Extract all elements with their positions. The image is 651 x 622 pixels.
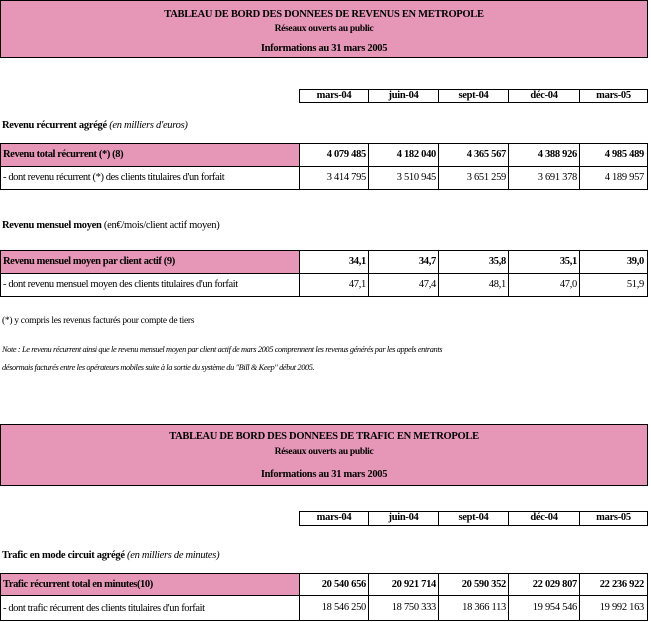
- revenue-banner-title: TABLEAU DE BORD DES DONNEES DE REVENUS EN METROPOLE: [164, 9, 484, 20]
- value-cell: 4 365 567: [438, 144, 509, 166]
- value-cell: 18 750 333: [368, 596, 439, 620]
- monthly-total-label: Revenu mensuel moyen par client actif (9): [1, 251, 300, 273]
- value-cell: 51,9: [579, 273, 647, 296]
- value-cell: 18 366 113: [438, 596, 509, 620]
- value-cell: 20 590 352: [438, 574, 509, 595]
- traffic-dashboard-banner: [0, 424, 648, 486]
- value-cell: 20 540 656: [299, 574, 369, 595]
- monthly-section-title-bold: Revenu mensuel moyen: [2, 220, 102, 231]
- value-cell: 19 954 546: [508, 596, 580, 620]
- traffic-section-title-bold: Trafic en mode circuit agrégé: [2, 550, 125, 561]
- value-cell: 20 921 714: [368, 574, 439, 595]
- traffic-total-label: Trafic récurrent total en minutes(10): [1, 574, 300, 595]
- value-cell: 18 546 250: [299, 596, 369, 620]
- traffic-banner-subtitle: Réseaux ouverts au public: [274, 447, 374, 457]
- monthly-forfait-row: [0, 273, 648, 297]
- value-cell: 39,0: [579, 251, 647, 273]
- revenue-section-title-unit: (en milliers d'euros): [109, 120, 188, 131]
- value-cell: 48,1: [438, 273, 509, 296]
- period-header-cell: sept-04: [438, 89, 509, 103]
- value-cell: 22 236 922: [579, 574, 647, 595]
- period-header-cell: mars-05: [579, 89, 648, 103]
- value-cell: 35,8: [438, 251, 509, 273]
- value-cell: 4 985 489: [579, 144, 647, 166]
- traffic-section-title: [2, 550, 219, 561]
- value-cell: 35,1: [508, 251, 580, 273]
- value-cell: 47,0: [508, 273, 580, 296]
- note-line-1: [2, 344, 442, 354]
- period-header-cell: déc-04: [508, 511, 580, 526]
- footnote: (*) y compris les revenus facturés pour compte de tiers: [2, 316, 195, 326]
- note-line-1-text: Note : Le revenu récurrent ainsi que le revenu mensuel moyen par client actif de mars 2005 comprennent les revenus générés par les appels entrants: [2, 345, 443, 354]
- period-header-cell: mars-04: [299, 511, 369, 526]
- value-cell: 19 992 163: [579, 596, 647, 620]
- traffic-total-row: [0, 573, 648, 596]
- value-cell: 3 651 259: [438, 166, 509, 189]
- revenue-banner-subtitle: Réseaux ouverts au public: [274, 24, 374, 34]
- revenue-forfait-label: - dont revenu récurrent (*) des clients titulaires d'un forfait: [1, 166, 300, 189]
- value-cell: 4 388 926: [508, 144, 580, 166]
- value-cell: 4 189 957: [579, 166, 647, 189]
- value-cell: 3 414 795: [299, 166, 369, 189]
- period-header-cell: déc-04: [508, 89, 580, 103]
- traffic-banner-title: TABLEAU DE BORD DES DONNEES DE TRAFIC EN METROPOLE: [169, 431, 479, 442]
- value-cell: 4 079 485: [299, 144, 369, 166]
- revenue-dashboard-banner: [0, 0, 648, 58]
- revenue-forfait-row: [0, 166, 648, 190]
- period-header-cell: juin-04: [368, 511, 439, 526]
- monthly-forfait-label: - dont revenu mensuel moyen des clients titulaires d'un forfait: [1, 273, 300, 296]
- note-line-2: [2, 362, 314, 372]
- period-header-cell: mars-05: [579, 511, 648, 526]
- revenue-total-label: Revenu total récurrent (*) (8): [1, 144, 300, 166]
- note-line-2-text: désormais facturés entre les opérateurs mobiles suite à la sortie du système du "Bill & Keep" début 2005.: [2, 363, 315, 372]
- revenue-total-row: [0, 143, 648, 167]
- monthly-section-title: [2, 220, 219, 231]
- traffic-forfait-row: [0, 596, 648, 621]
- monthly-total-row: [0, 250, 648, 274]
- value-cell: 3 510 945: [368, 166, 439, 189]
- value-cell: 34,7: [368, 251, 439, 273]
- revenue-section-title: [2, 120, 188, 131]
- value-cell: 47,1: [299, 273, 369, 296]
- value-cell: 4 182 040: [368, 144, 439, 166]
- revenue-banner-info: Informations au 31 mars 2005: [260, 43, 388, 54]
- traffic-banner-info: Informations au 31 mars 2005: [260, 469, 388, 480]
- value-cell: 22 029 807: [508, 574, 580, 595]
- traffic-forfait-label: - dont trafic récurrent des clients titulaires d'un forfait: [1, 596, 300, 619]
- value-cell: 3 691 378: [508, 166, 580, 189]
- monthly-section-title-unit: (en€/mois/client actif moyen): [103, 220, 220, 231]
- period-header-cell: mars-04: [299, 89, 369, 103]
- period-header-cell: juin-04: [368, 89, 439, 103]
- revenue-section-title-bold: Revenu récurrent agrégé: [2, 120, 107, 131]
- period-header-cell: sept-04: [438, 511, 509, 526]
- value-cell: 47,4: [368, 273, 439, 296]
- value-cell: 34,1: [299, 251, 369, 273]
- traffic-section-title-unit: (en milliers de minutes): [127, 550, 220, 561]
